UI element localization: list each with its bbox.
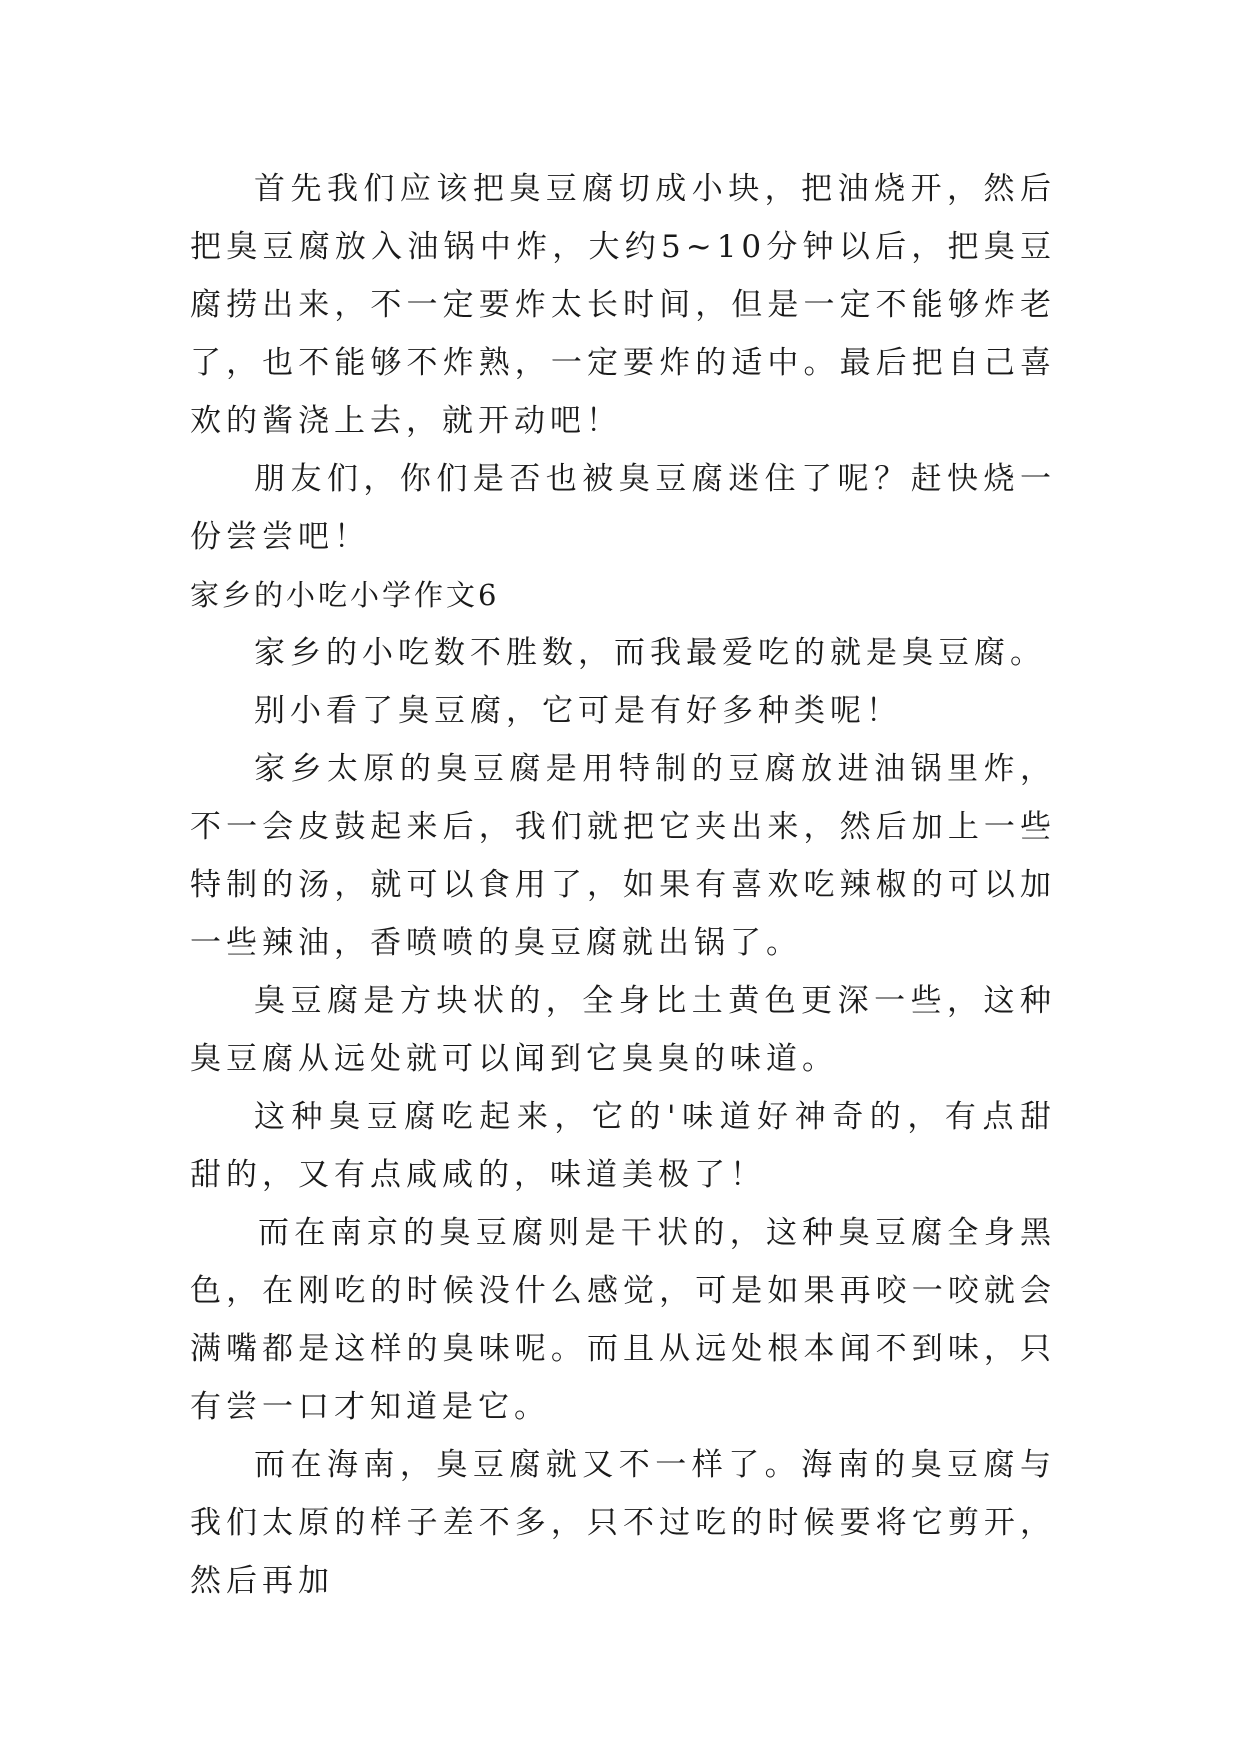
- paragraph-appearance: 臭豆腐是方块状的，全身比土黄色更深一些，这种臭豆腐从远处就可以闻到它臭臭的味道。: [190, 983, 1056, 1077]
- paragraph-intro: 家乡的小吃数不胜数，而我最爱吃的就是臭豆腐。: [254, 635, 1046, 671]
- paragraph-taiyuan: 家乡太原的臭豆腐是用特制的豆腐放进油锅里炸，不一会皮鼓起来后，我们就把它夹出来，然后加上一些特制的汤，就可以食用了，如果有喜欢吃辣椒的可以加一些辣油，香喷喷的臭豆腐就出锅了。: [190, 751, 1056, 961]
- paragraph-frying-method: 首先我们应该把臭豆腐切成小块，把油烧开，然后把臭豆腐放入油锅中炸，大约5~10分钟以后，把臭豆腐捞出来，不一定要炸太长时间，但是一定不能够炸老了，也不能够不炸熟，一定要炸的适中。最后把自己喜欢的酱浇上去，就开动吧！: [190, 171, 1056, 439]
- paragraph-invitation: 朋友们，你们是否也被臭豆腐迷住了呢？赶快烧一份尝尝吧！: [190, 461, 1056, 555]
- paragraph-hainan: 而在海南，臭豆腐就又不一样了。海南的臭豆腐与我们太原的样子差不多，只不过吃的时候要将它剪开，然后再加: [190, 1447, 1056, 1599]
- paragraph-taste: 这种臭豆腐吃起来，它的'味道好神奇的，有点甜甜的，又有点咸咸的，味道美极了！: [190, 1099, 1056, 1193]
- paragraph-varieties: 别小看了臭豆腐，它可是有好多种类呢！: [254, 693, 902, 729]
- document-page: [190, 160, 1056, 1610]
- section-title: 家乡的小吃小学作文6: [190, 578, 500, 612]
- paragraph-nanjing: 而在南京的臭豆腐则是干状的，这种臭豆腐全身黑色，在刚吃的时候没什么感觉，可是如果再咬一咬就会满嘴都是这样的臭味呢。而且从远处根本闻不到味，只有尝一口才知道是它。: [190, 1215, 1056, 1425]
